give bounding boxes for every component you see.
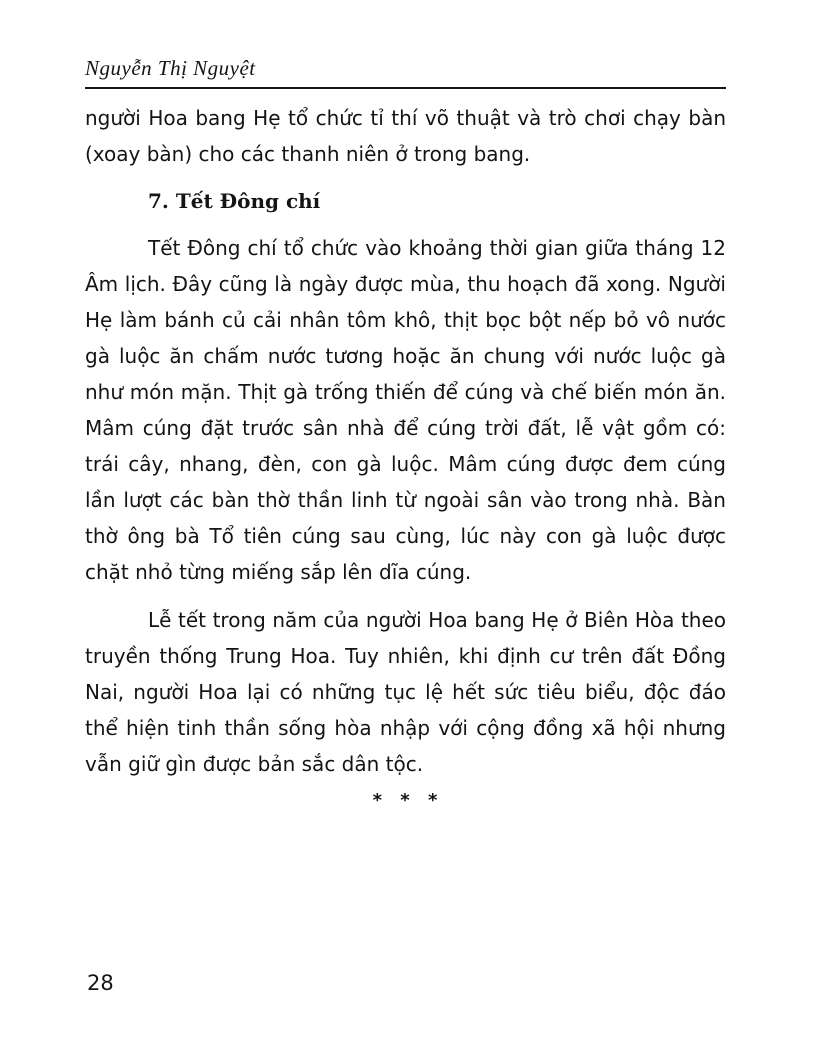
body-text xyxy=(85,100,726,782)
header-rule xyxy=(85,87,726,89)
section-paragraph: Tết Đông chí tổ chức vào khoảng thời gian giữa tháng 12 Âm lịch. Đây cũng là ngày được mùa, thu hoạch đã xong. Người Hẹ làm bánh củ cải nhân tôm khô, thịt bọc bột nếp bỏ vô nước gà luộc ăn chấm nước tương hoặc ăn chung với nước luộc gà như món mặn. Thịt gà trống thiến để cúng và chế biến món ăn. Mâm cúng đặt trước sân nhà để cúng trời đất, lễ vật gồm có: trái cây, nhang, đèn, con gà luộc. Mâm cúng được đem cúng lần lượt các bàn thờ thần linh từ ngoài sân vào trong nhà. Bàn thờ ông bà Tổ tiên cúng sau cùng, lúc này con gà luộc được chặt nhỏ từng miếng sắp lên dĩa cúng. xyxy=(85,236,726,584)
intro-paragraph: người Hoa bang Hẹ tổ chức tỉ thí võ thuật và trò chơi chạy bàn (xoay bàn) cho các thanh niên ở trong bang. xyxy=(85,106,726,166)
section-heading: 7. Tết Đông chí xyxy=(148,189,321,213)
running-header-author: Nguyễn Thị Nguyệt xyxy=(85,56,256,80)
page-number: 28 xyxy=(87,971,114,995)
closing-paragraph: Lễ tết trong năm của người Hoa bang Hẹ ở Biên Hòa theo truyền thống Trung Hoa. Tuy nhiên, khi định cư trên đất Đồng Nai, người Hoa lại có những tục lệ hết sức tiêu biểu, độc đáo thể hiện tinh thần sống hòa nhập với cộng đồng xã hội nhưng vẫn giữ gìn được bản sắc dân tộc. xyxy=(85,608,726,776)
section-separator: * * * xyxy=(372,790,444,811)
